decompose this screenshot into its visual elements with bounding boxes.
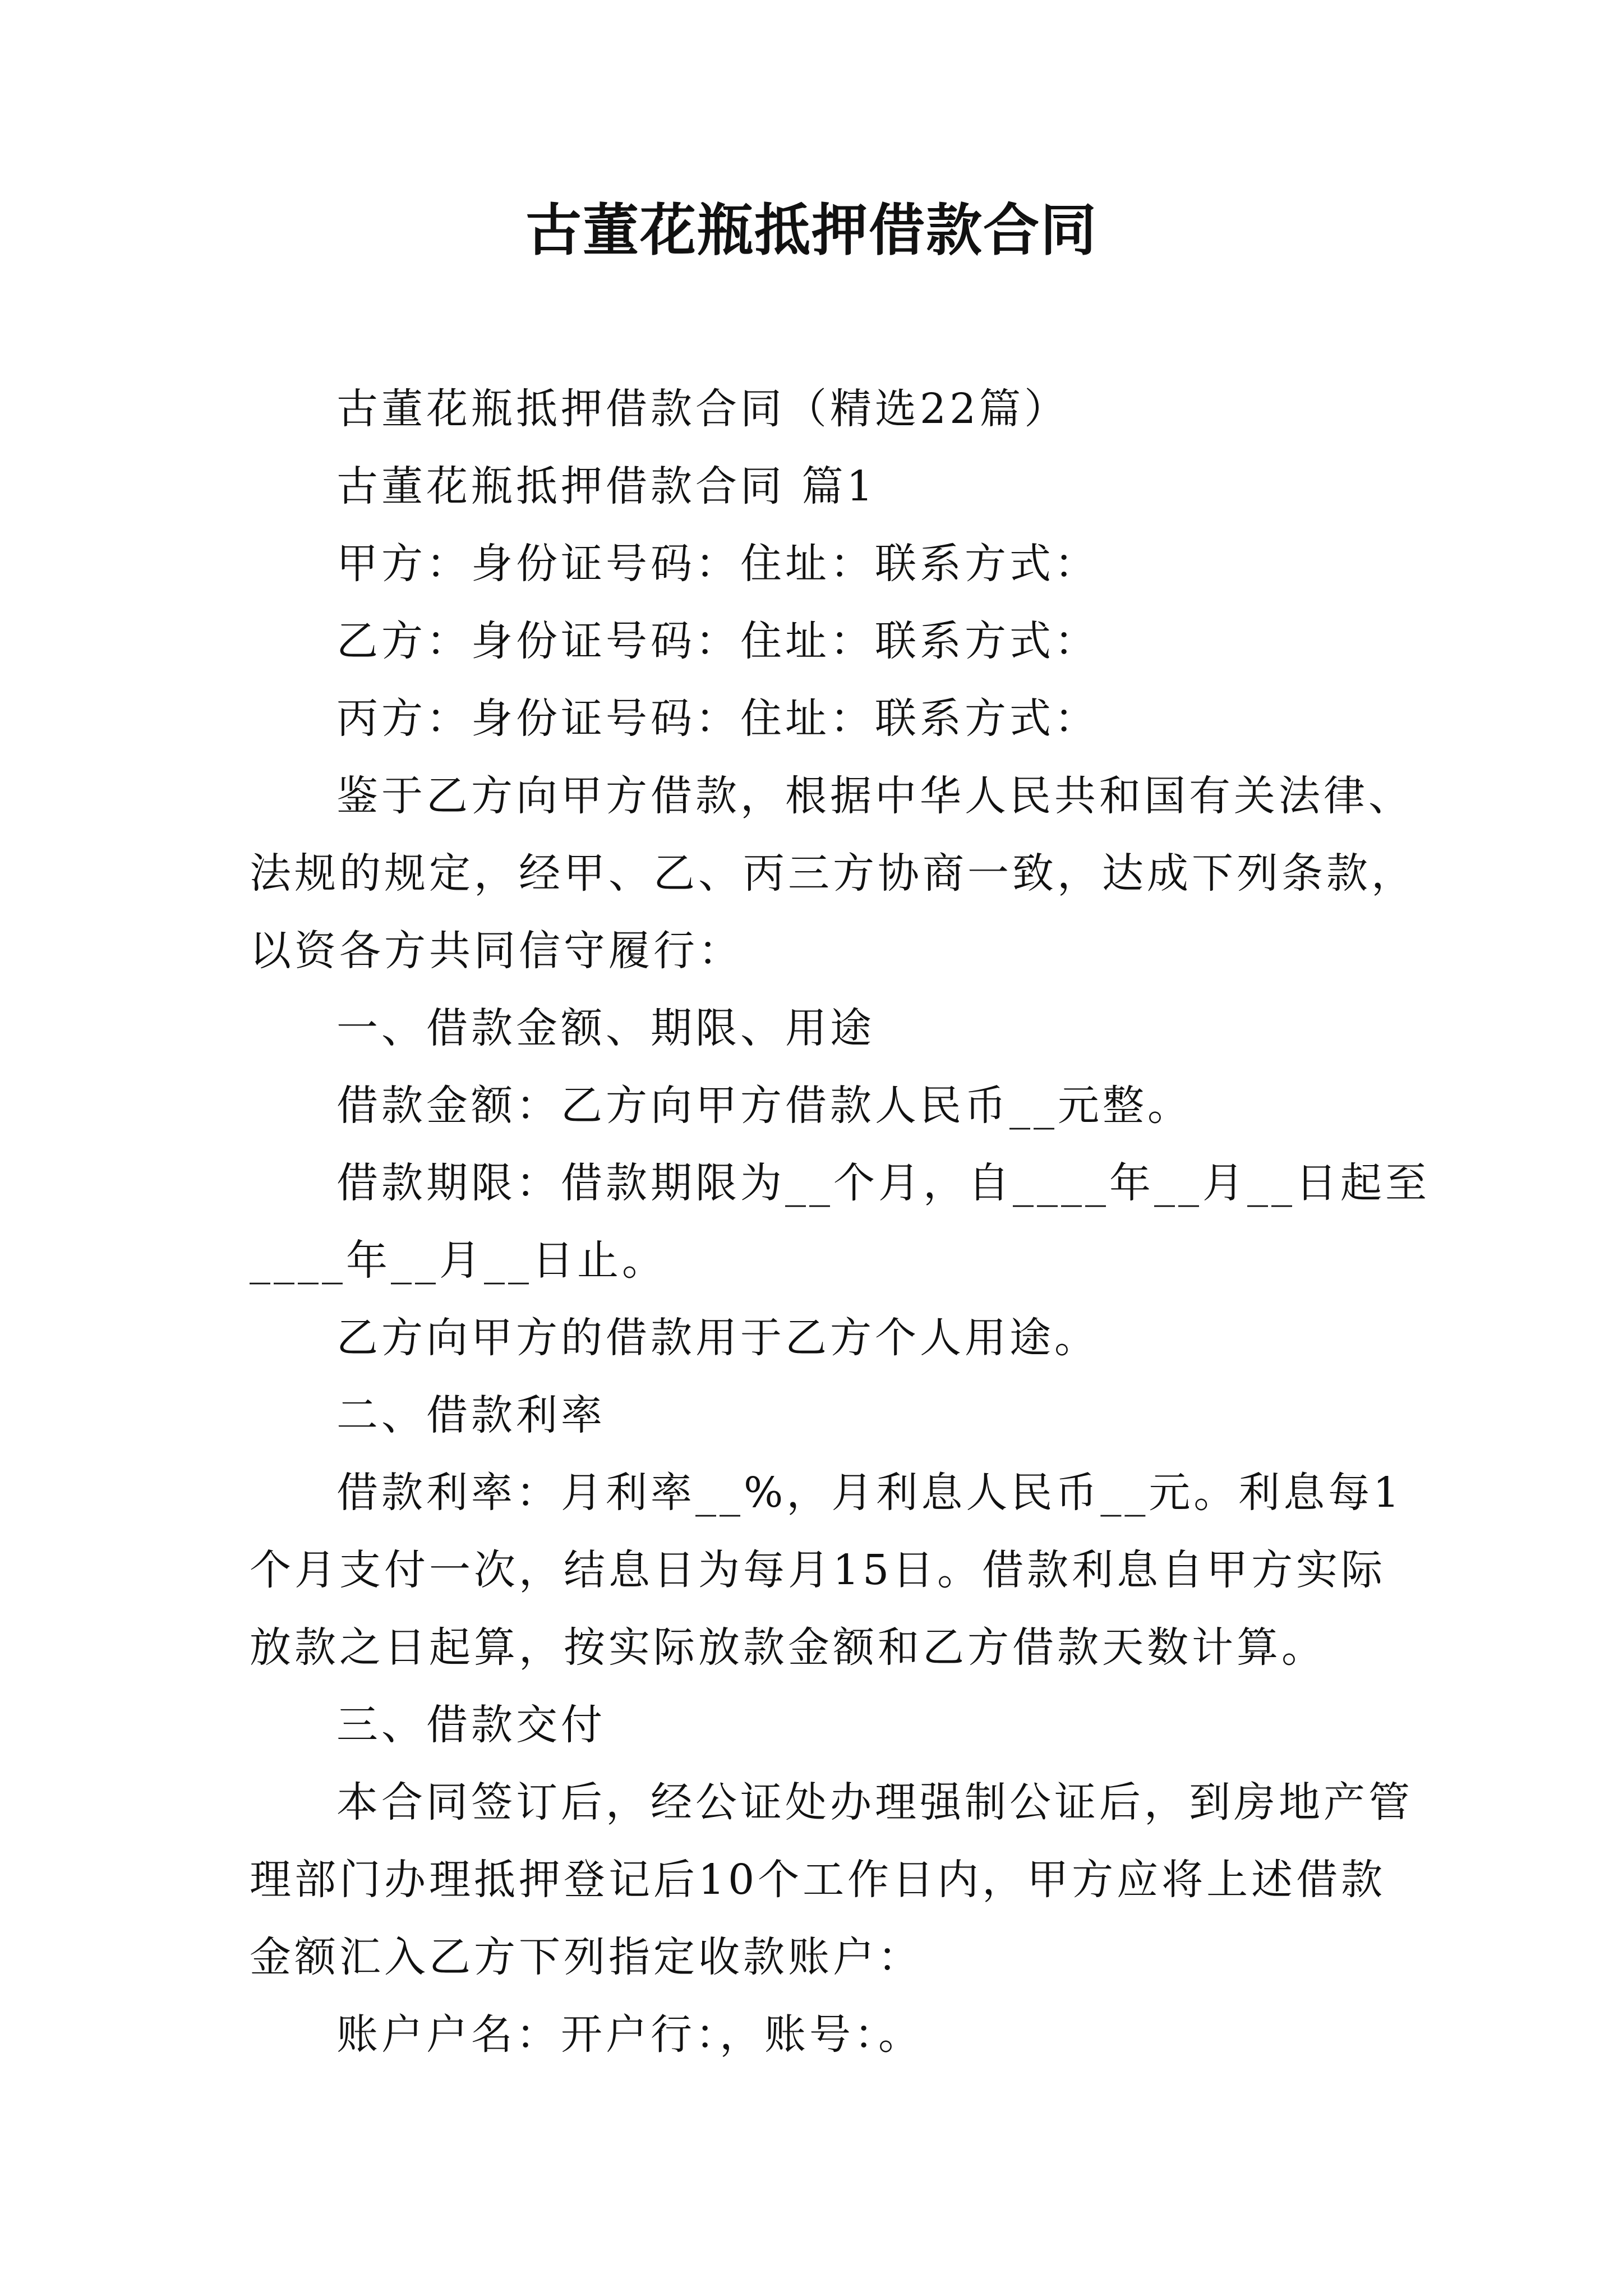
document-title: 古董花瓶抵押借款合同 [525, 197, 1098, 263]
paragraph: 一、借款金额、期限、用途 [336, 1004, 875, 1052]
document-body [250, 370, 1430, 2073]
paragraph: 古董花瓶抵押借款合同（精选22篇） [336, 385, 1069, 433]
paragraph: 三、借款交付 [336, 1701, 606, 1749]
paragraph: 借款金额：乙方向甲方借款人民币__元整。 [336, 1082, 1192, 1130]
paragraph: 乙方：身份证号码：住址：联系方式： [336, 617, 1099, 665]
paragraph: 借款利率：月利率__%，月利息人民币__元。利息每1 [336, 1469, 1403, 1517]
paragraph: 借款期限：借款期限为__个月，自____年__月__日起至 [336, 1159, 1430, 1207]
paragraph: 二、借款利率 [336, 1391, 606, 1439]
paragraph: 金额汇入乙方下列指定收款账户： [250, 1933, 923, 1981]
paragraph: 甲方：身份证号码：住址：联系方式： [336, 540, 1099, 588]
paragraph: 本合同签订后，经公证处办理强制公证后，到房地产管 [336, 1778, 1413, 1826]
paragraph: 账户户名：开户行：，账号：。 [336, 2010, 923, 2059]
paragraph: ____年__月__日止。 [250, 1236, 667, 1285]
paragraph: 丙方：身份证号码：住址：联系方式： [336, 694, 1099, 743]
paragraph: 放款之日起算，按实际放款金额和乙方借款天数计算。 [250, 1623, 1326, 1672]
paragraph: 以资各方共同信守履行： [250, 927, 743, 975]
paragraph: 乙方向甲方的借款用于乙方个人用途。 [336, 1314, 1099, 1362]
paragraph: 鉴于乙方向甲方借款，根据中华人民共和国有关法律、 [336, 772, 1413, 820]
paragraph: 个月支付一次，结息日为每月15日。借款利息自甲方实际 [250, 1546, 1386, 1594]
paragraph: 法规的规定，经甲、乙、丙三方协商一致，达成下列条款， [250, 849, 1416, 898]
paragraph: 理部门办理抵押登记后10个工作日内，甲方应将上述借款 [250, 1856, 1386, 1904]
paragraph: 古董花瓶抵押借款合同 篇1 [336, 462, 877, 510]
